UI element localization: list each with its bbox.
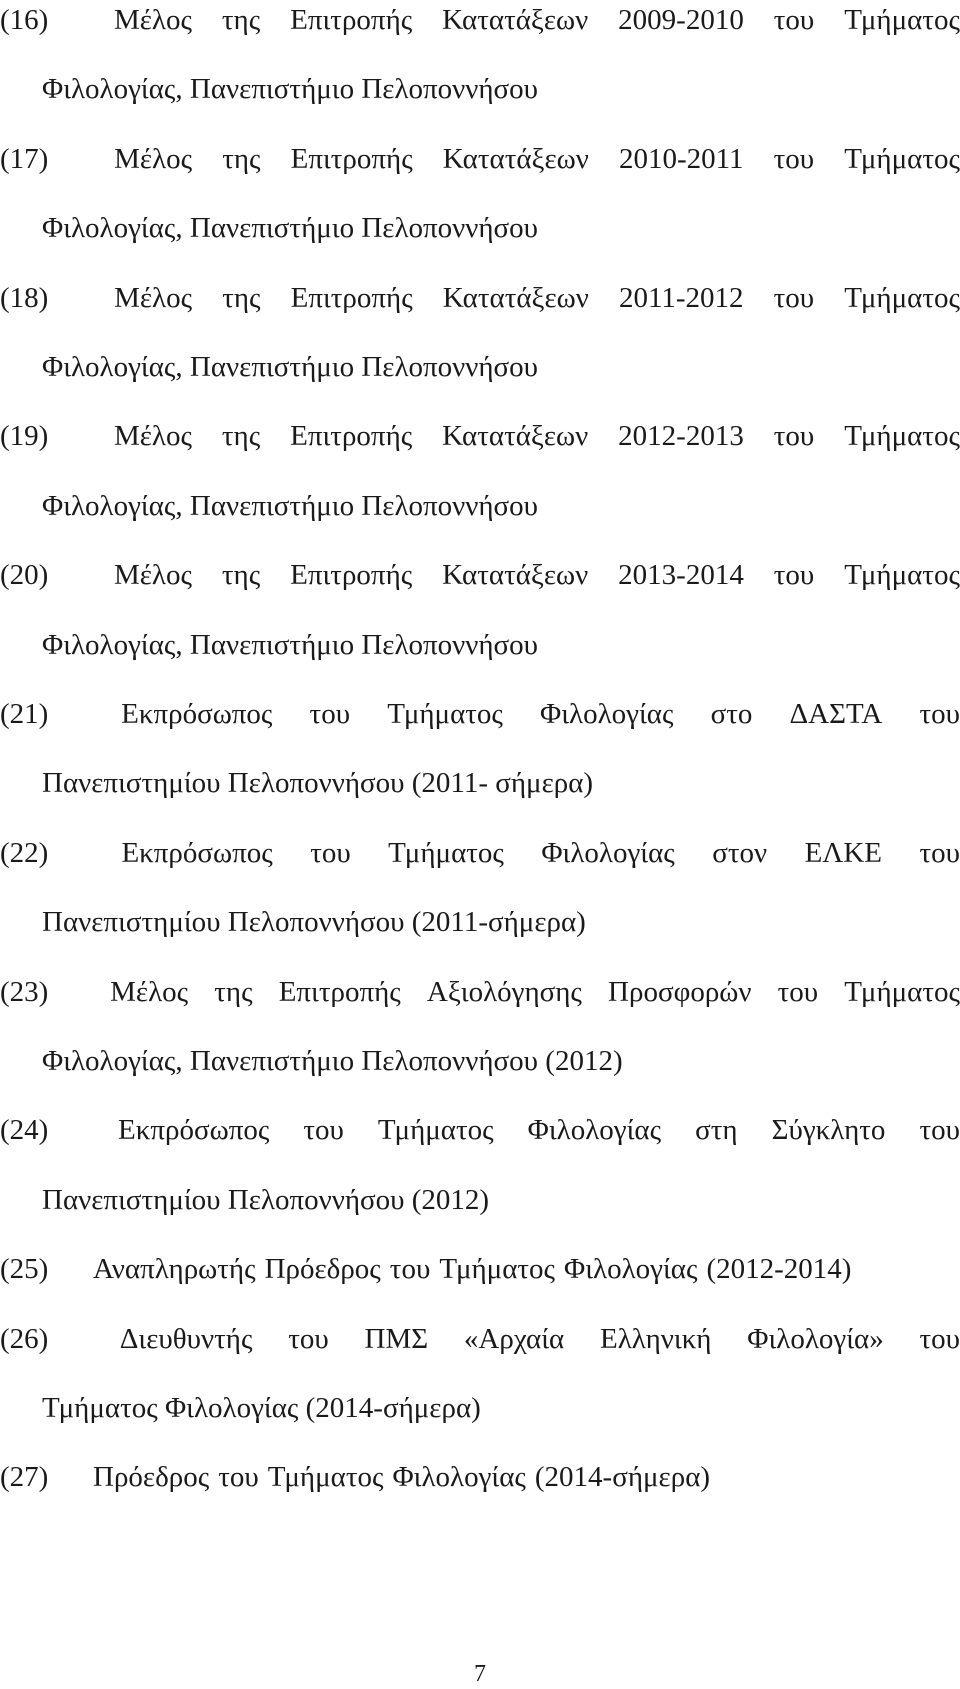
entry-continuation: Φιλολογίας, Πανεπιστήμιο Πελοποννήσου — [42, 73, 539, 106]
entry-line — [0, 139, 960, 179]
entry-number: (23) — [0, 975, 49, 1008]
entry-word: της — [221, 559, 261, 592]
entry-word: Σύγκλητο — [771, 1114, 886, 1147]
entry-word: Τμήματος — [388, 836, 504, 869]
entry-line — [0, 1319, 960, 1359]
entry-word: Επιτροπής — [290, 142, 413, 175]
entry-word: της — [222, 142, 261, 175]
entry-number: (24) — [0, 1114, 49, 1147]
entry-number: (26) — [0, 1322, 49, 1355]
entry-word: Πρόεδρος — [264, 1253, 381, 1286]
entry-word: του — [288, 1322, 329, 1355]
entry-word: Εκπρόσωπος — [121, 698, 273, 730]
entry-line — [0, 694, 960, 734]
entry-continuation: Πανεπιστημίου Πελοποννήσου (2011-σήμερα) — [42, 906, 586, 939]
entry-word: Τμήματος — [844, 4, 960, 36]
entry-word: Μέλος — [110, 975, 189, 1008]
entry-word: Τμήματος — [844, 142, 960, 175]
entry-continuation: Φιλολογίας, Πανεπιστήμιο Πελοποννήσου — [42, 212, 539, 245]
entry-number: (27) — [0, 1461, 49, 1494]
entry-number: (16) — [0, 4, 49, 36]
entry-word: Τμήματος — [844, 281, 960, 314]
entry-word: του — [773, 4, 815, 36]
entry-word: του — [218, 1461, 259, 1494]
entry-word: Φιλολογία» — [747, 1322, 884, 1355]
entry-word: του — [773, 420, 815, 453]
page-number: 7 — [474, 1661, 486, 1687]
entry-word: Μέλος — [114, 281, 193, 314]
entry-word: Τμήματος — [267, 1461, 384, 1494]
entry-word: Διευθυντής — [119, 1322, 253, 1355]
entry-word: Πρόεδρος — [93, 1461, 210, 1494]
entry-word: 2011-2012 — [618, 281, 744, 314]
entry-word: «Αρχαία — [463, 1322, 565, 1355]
entry-word: του — [919, 1114, 960, 1147]
entry-word: Εκπρόσωπος — [121, 836, 273, 869]
entry-word: της — [221, 420, 261, 453]
entry-word: Εκπρόσωπος — [118, 1114, 270, 1147]
entry-word: Κατατάξεων — [442, 420, 589, 453]
entry-number: (18) — [0, 281, 49, 314]
entry-word: Φιλολογίας — [527, 1114, 662, 1147]
entry-word: ΔΑΣΤΑ — [789, 698, 883, 730]
entry-word: του — [303, 1114, 344, 1147]
entry-line — [0, 972, 960, 1012]
entry-number: (19) — [0, 420, 49, 453]
entry-line — [0, 1457, 960, 1497]
entry-word: ΠΜΣ — [364, 1322, 429, 1355]
entry-continuation: Πανεπιστημίου Πελοποννήσου (2012) — [42, 1183, 490, 1216]
entry-word: Μέλος — [113, 4, 192, 36]
entry-word: (2014-σήμερα) — [534, 1461, 711, 1494]
entry-word: του — [773, 142, 815, 175]
entry-word: Φιλολογίας — [392, 1461, 526, 1494]
entry-line — [0, 1249, 960, 1289]
entry-continuation: Τμήματος Φιλολογίας (2014-σήμερα) — [42, 1392, 481, 1424]
entry-word: της — [214, 975, 253, 1008]
entry-word: Επιτροπής — [278, 975, 401, 1008]
entry-word: Κατατάξεων — [442, 559, 589, 592]
entry-word: ΕΛΚΕ — [804, 836, 882, 869]
entry-word: Κατατάξεων — [442, 4, 589, 36]
entry-word: Αξιολόγησης — [426, 975, 582, 1008]
entry-word: 2012-2013 — [618, 420, 744, 453]
entry-word: της — [221, 4, 261, 36]
entry-word: Μέλος — [114, 142, 193, 175]
entry-word: στη — [695, 1114, 738, 1147]
entry-word: του — [310, 836, 351, 869]
entry-word: της — [222, 281, 261, 314]
entry-continuation: Φιλολογίας, Πανεπιστήμιο Πελοποννήσου — [42, 628, 539, 661]
entry-line — [0, 833, 960, 873]
entry-word: του — [919, 1322, 960, 1355]
entry-line — [0, 1110, 960, 1150]
entry-word: Τμήματος — [844, 975, 960, 1008]
entry-word: στον — [712, 836, 768, 869]
entry-word: Κατατάξεων — [442, 142, 589, 175]
entry-word: Μέλος — [113, 420, 192, 453]
entry-word: του — [773, 281, 815, 314]
entry-word: Φιλολογίας — [541, 836, 675, 869]
entry-line — [0, 416, 960, 456]
entry-number: (25) — [0, 1253, 49, 1286]
entry-word: του — [309, 698, 351, 730]
entry-word: (2012-2014) — [706, 1253, 852, 1286]
entry-continuation: Φιλολογίας, Πανεπιστήμιο Πελοποννήσου — [42, 489, 539, 522]
entry-word: Τμήματος — [844, 559, 960, 592]
entry-number: (17) — [0, 142, 49, 175]
entry-number: (22) — [0, 836, 49, 869]
entry-word: του — [773, 559, 815, 592]
entry-word: Κατατάξεων — [442, 281, 589, 314]
entry-word: Μέλος — [113, 559, 192, 592]
entry-word: Επιτροπής — [290, 559, 413, 592]
entry-word: Τμήματος — [387, 698, 503, 730]
entry-word: Τμήματος — [377, 1114, 494, 1147]
entry-word: Ελληνική — [600, 1322, 712, 1355]
entry-line — [0, 555, 960, 595]
entry-word: 2010-2011 — [618, 142, 744, 175]
entry-word: Επιτροπής — [290, 281, 413, 314]
entry-word: 2009-2010 — [618, 4, 744, 36]
entry-word: του — [919, 698, 960, 730]
entry-number: (20) — [0, 559, 49, 592]
entry-word: Προσφορών — [608, 975, 752, 1008]
entry-word: Τμήματος — [844, 420, 960, 453]
entry-continuation: Φιλολογίας, Πανεπιστήμιο Πελοποννήσου (2012) — [42, 1045, 623, 1077]
entry-word: 2013-2014 — [618, 559, 744, 592]
entry-word: στο — [710, 698, 753, 730]
entry-continuation: Πανεπιστημίου Πελοποννήσου (2011- σήμερα) — [42, 767, 594, 800]
entry-number: (21) — [0, 698, 49, 730]
entry-word: Επιτροπής — [290, 420, 413, 453]
entry-word: του — [389, 1253, 431, 1286]
entry-word: του — [919, 836, 960, 869]
entry-word: Φιλολογίας — [540, 698, 674, 730]
entry-word: Αναπληρωτής — [93, 1253, 256, 1286]
entry-word: Τμήματος — [439, 1253, 556, 1286]
entry-word: Επιτροπής — [290, 4, 413, 36]
entry-line — [0, 0, 960, 40]
entry-continuation: Φιλολογίας, Πανεπιστήμιο Πελοποννήσου — [42, 351, 539, 383]
entry-word: Φιλολογίας — [564, 1253, 698, 1286]
entry-word: του — [777, 975, 819, 1008]
entry-line — [0, 278, 960, 318]
